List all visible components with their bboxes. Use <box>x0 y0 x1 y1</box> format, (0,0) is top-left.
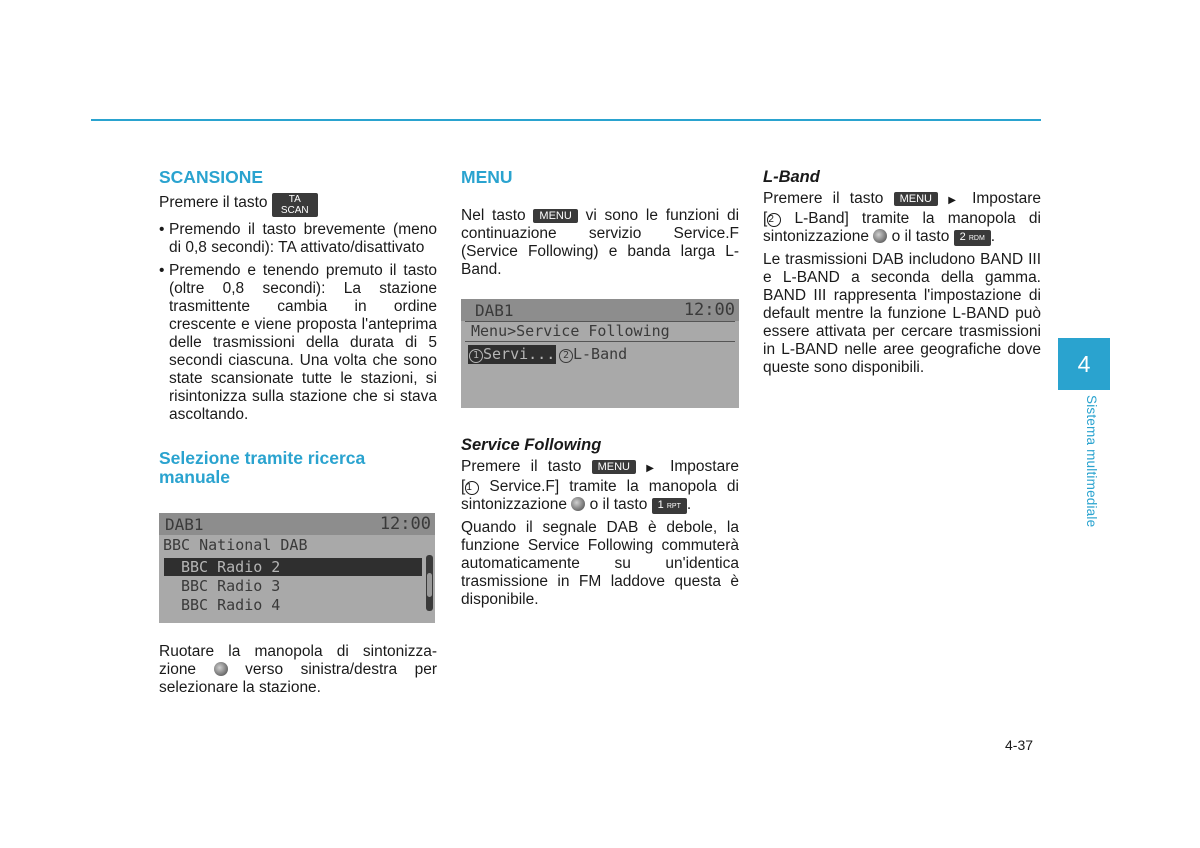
lb-line-3: sintonizzazione o il tasto 2 RDM . <box>763 228 996 245</box>
section-heading-menu: MENU <box>461 167 513 187</box>
column-scansione-bottom <box>159 643 437 697</box>
screen-time: 12:00 <box>683 300 735 320</box>
radio-screen-menu <box>461 299 739 408</box>
sub-heading-lband: L-Band <box>763 168 820 186</box>
menu-intro-b: vi sono le funzioni di continuazione servizio Service.F (Service Following) e banda larga L-Band. <box>461 207 740 278</box>
menu-intro-a: Nel tasto <box>461 207 526 224</box>
sf-text-3: Service.F] tramite la manopola di <box>489 478 739 495</box>
option-1-icon: 1 <box>465 481 479 495</box>
rotate-line-1 <box>159 643 437 661</box>
ta-key-top: TA <box>288 194 301 205</box>
option-2-label: L-Band <box>573 345 628 363</box>
rotate-line-3: selezionare la stazione. <box>159 679 321 696</box>
screen-scroll-thumb <box>427 573 432 597</box>
lb-line-2: [2 L-Band] tramite la manopola di <box>763 210 1041 227</box>
column-service-following <box>461 435 739 609</box>
tune-knob-icon <box>214 662 228 676</box>
chapter-title: Sistema multimediale <box>1084 395 1099 528</box>
lb-text-4: sintonizzazione <box>763 228 869 245</box>
sf-line-3: sintonizzazione o il tasto 1 RPT . <box>461 496 692 513</box>
arrow-right-icon: ▶ <box>948 195 962 206</box>
rpt-key <box>652 498 687 514</box>
screen-option-2[interactable] <box>559 345 627 363</box>
section-heading-manual: Selezione tramite ricerca manuale <box>159 448 366 487</box>
screen-list-title: BBC National DAB <box>163 536 308 554</box>
screen-menu-title: Menu>Service Following <box>471 322 670 340</box>
option-1-number: 1 <box>469 349 483 363</box>
sf-line-2: [1 Service.F] tramite la manopola di <box>461 478 739 495</box>
press-text: Premere il tasto <box>159 194 268 211</box>
tune-knob-icon <box>873 229 887 243</box>
press-line <box>159 193 437 217</box>
rotate-text-a: Ruotare la manopola di sintonizza- <box>159 643 437 660</box>
sf-line-1 <box>461 458 739 478</box>
rdm-key-label: RDM <box>968 235 985 242</box>
screen-dab-label: DAB1 <box>475 301 514 320</box>
screen-station-2: BBC Radio 3 <box>181 577 281 595</box>
bullet-short-press: • Premendo il tasto brevemente (meno di 0,8 secondi): TA attivato/disattivato <box>159 221 437 257</box>
ta-scan-key <box>272 193 318 217</box>
lb-paragraph: Le trasmissioni DAB includono BAND III e L-BAND a seconda della gamma. BAND III rappresenta l'impostazione di default mentre la funzione L-BAND può essere attivata per cercare trasmissioni in L-BAND nelle aree geografiche dove queste sono disponibili. <box>763 251 1041 376</box>
column-scansione <box>159 165 437 487</box>
rpt-key-num: 1 <box>657 499 664 511</box>
radio-screen-station-list <box>159 513 435 623</box>
page-number: 4-37 <box>1005 737 1034 753</box>
screen-station-1: BBC Radio 2 <box>181 558 281 576</box>
sub-heading-service-following: Service Following <box>461 436 602 454</box>
option-2-icon: 2 <box>767 213 781 227</box>
scan-bullets <box>159 221 437 424</box>
menu-intro <box>461 207 739 279</box>
column-lband <box>763 167 1041 377</box>
lb-text-3: L-Band] tramite la manopola di <box>794 210 1041 227</box>
screen-option-1[interactable] <box>469 345 555 363</box>
sf-text-4: sintonizzazione <box>461 496 567 513</box>
lb-text-1: Premere il tasto <box>763 190 884 207</box>
screen-divider-2 <box>465 341 735 342</box>
lb-text-5: o il tasto <box>891 228 950 245</box>
sf-text-2: Impostare <box>670 458 739 475</box>
menu-key: MENU <box>592 460 636 474</box>
rpt-key-label: RPT <box>666 503 681 510</box>
option-2-number: 2 <box>559 349 573 363</box>
chapter-tab: 4 <box>1058 338 1110 390</box>
rdm-key <box>954 230 991 246</box>
lb-text-2: Impostare <box>972 190 1041 207</box>
option-1-label: Servi... <box>483 345 556 363</box>
sf-text-5: o il tasto <box>589 496 648 513</box>
screen-dab-label: DAB1 <box>165 515 204 534</box>
screen-station-3: BBC Radio 4 <box>181 596 281 614</box>
lb-line-1 <box>763 190 1041 210</box>
column-menu <box>461 165 739 279</box>
rotate-text-b: zione <box>159 661 197 678</box>
menu-key: MENU <box>894 192 938 206</box>
rdm-key-num: 2 <box>959 231 966 243</box>
section-heading-scansione: SCANSIONE <box>159 167 264 187</box>
arrow-right-icon: ▶ <box>646 463 660 474</box>
sf-paragraph: Quando il segnale DAB è debole, la funzione Service Following commuterà automaticamente su un'identica trasmissione in FM laddove questa è disponibile. <box>461 519 739 608</box>
rotate-line-2 <box>159 661 437 679</box>
bullet-long-press: • Premendo e tenendo premuto il tasto (oltre 0,8 secondi): La stazione trasmittente cambia in ordine crescente e viene proposta l'anteprima delle trasmissioni della durata di 5 secondi ciascuna. Una volta che sono state scansionate tutte le stazioni, si risintonizza sulla stazione che si stava ascoltando. <box>159 262 437 424</box>
ta-key-bottom: SCAN <box>280 205 309 216</box>
menu-key: MENU <box>533 209 577 223</box>
header-rule <box>91 119 1041 121</box>
screen-time: 12:00 <box>379 514 431 534</box>
rotate-text-c: verso sinistra/destra per <box>245 661 438 678</box>
tune-knob-icon <box>571 497 585 511</box>
sf-text-1: Premere il tasto <box>461 458 582 475</box>
